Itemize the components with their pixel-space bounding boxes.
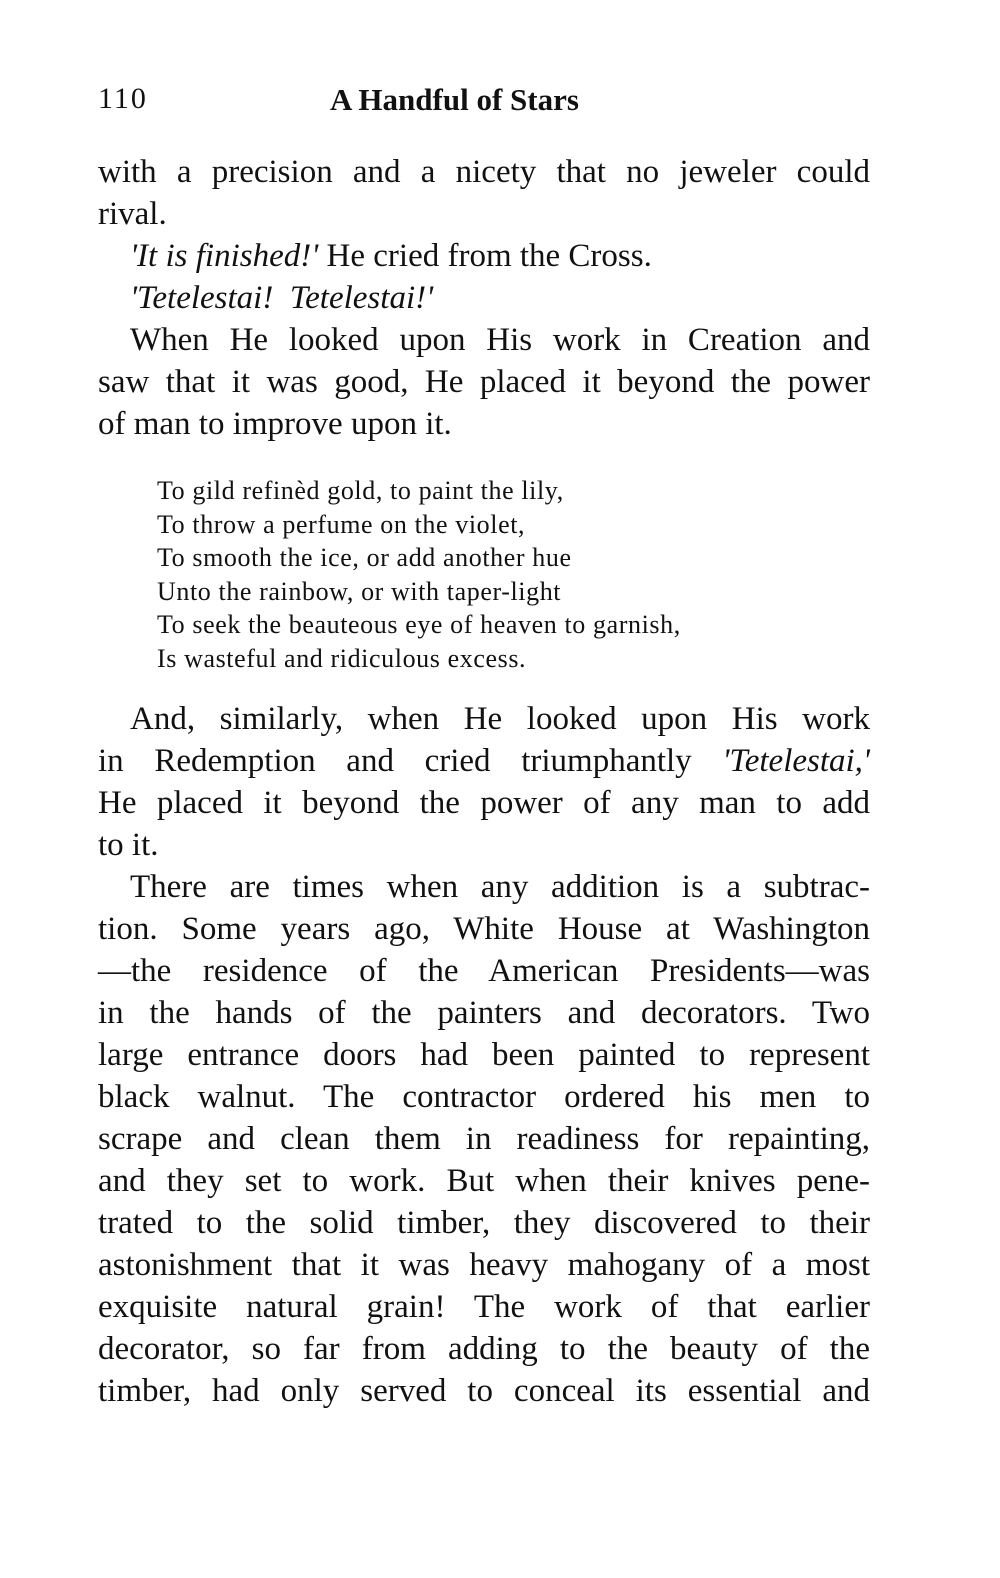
text-line: of man to improve upon it. xyxy=(98,406,452,442)
page-number: 110 xyxy=(98,82,148,115)
text-line: decorator, so far from adding to the beauty of the xyxy=(98,1331,870,1367)
text-block-top xyxy=(98,151,870,445)
text-line: tion. Some years ago, White House at Washington xyxy=(98,911,870,947)
text-line: in the hands of the painters and decorators. Two xyxy=(98,995,870,1031)
verse-line: To throw a perfume on the violet, xyxy=(157,509,526,539)
text-line: astonishment that it was heavy mahogany of a most xyxy=(98,1247,870,1283)
text-block-bottom xyxy=(98,698,870,1412)
verse-line: To gild refinèd gold, to paint the lily, xyxy=(157,476,564,505)
text-line: exquisite natural grain! The work of that earlier xyxy=(98,1289,870,1325)
text-line: and they set to work. But when their knives pene- xyxy=(98,1163,870,1199)
text-line: There are times when any addition is a subtrac- xyxy=(130,869,870,905)
text-line: trated to the solid timber, they discovered to their xyxy=(98,1205,870,1241)
text-line: When He looked upon His work in Creation and xyxy=(130,322,870,358)
quote-line xyxy=(98,235,870,277)
text-line: —the residence of the American Presidents—was xyxy=(98,953,870,989)
text-line xyxy=(98,740,870,782)
text-line: saw that it was good, He placed it beyond the power xyxy=(98,364,870,400)
text-line: to it. xyxy=(98,827,159,863)
verse-line: Unto the rainbow, or with taper-light xyxy=(157,576,562,606)
text-line: scrape and clean them in readiness for repainting, xyxy=(98,1121,870,1157)
quote-rest: He cried from the Cross. xyxy=(318,238,652,274)
running-header xyxy=(98,82,878,132)
quote-italic: 'It is finished!' xyxy=(130,238,319,274)
text-line: And, similarly, when He looked upon His work xyxy=(130,701,870,737)
text-span: in Redemption and cried triumphantly xyxy=(98,743,723,779)
verse-line: To seek the beauteous eye of heaven to garnish, xyxy=(157,610,681,639)
text-line: black walnut. The contractor ordered his men to xyxy=(98,1079,870,1115)
text-line: timber, had only served to conceal its essential and xyxy=(98,1373,870,1409)
quote-line: 'Tetelestai! Tetelestai!' xyxy=(130,280,434,316)
running-title: A Handful of Stars xyxy=(330,82,579,117)
verse-line: To smooth the ice, or add another hue xyxy=(157,543,572,572)
text-line: He placed it beyond the power of any man to add xyxy=(98,785,870,821)
text-line: rival. xyxy=(98,196,167,232)
italic-span: 'Tetelestai,' xyxy=(722,743,870,779)
text-line: large entrance doors had been painted to represent xyxy=(98,1037,870,1073)
verse-block xyxy=(157,474,681,675)
text-line: with a precision and a nicety that no jeweler could xyxy=(98,154,870,190)
verse-line: Is wasteful and ridiculous excess. xyxy=(157,643,527,673)
